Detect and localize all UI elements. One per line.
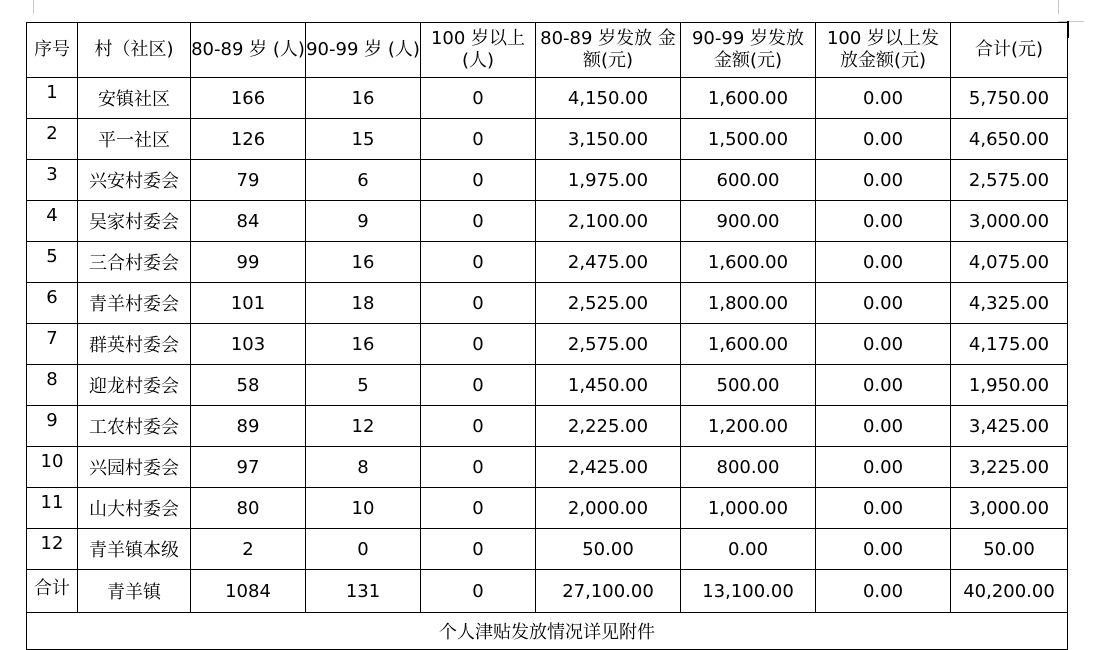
value-cell: 1,500.00 [681,119,816,160]
total-value-cell: 1084 [191,570,306,613]
value-cell: 0.00 [816,201,951,242]
value-cell: 1,450.00 [536,365,681,406]
header-cell: 合计(元) [951,23,1068,78]
row-index-cell: 5 [27,242,78,283]
value-cell: 5,750.00 [951,78,1068,119]
value-cell: 58 [191,365,306,406]
value-cell: 2,225.00 [536,406,681,447]
value-cell: 1,200.00 [681,406,816,447]
margin-guide-right [1058,0,1059,14]
value-cell: 1,975.00 [536,160,681,201]
value-cell: 0.00 [816,242,951,283]
value-cell: 0 [421,242,536,283]
table-header [27,23,1068,78]
value-cell: 3,225.00 [951,447,1068,488]
value-cell: 3,000.00 [951,488,1068,529]
row-index-cell: 11 [27,488,78,529]
value-cell: 1,950.00 [951,365,1068,406]
table-row [27,283,1068,324]
note-cell: 个人津贴发放情况详见附件 [27,613,1068,650]
table-row [27,406,1068,447]
table-row [27,119,1068,160]
community-name-cell: 迎龙村委会 [78,365,191,406]
value-cell: 50.00 [951,529,1068,570]
value-cell: 99 [191,242,306,283]
table-row [27,324,1068,365]
total-value-cell: 13,100.00 [681,570,816,613]
table-row [27,529,1068,570]
value-cell: 4,175.00 [951,324,1068,365]
value-cell: 79 [191,160,306,201]
header-cell: 80-89 岁 (人) [191,23,306,78]
value-cell: 0 [421,201,536,242]
value-cell: 4,650.00 [951,119,1068,160]
value-cell: 0 [306,529,421,570]
row-index-cell: 8 [27,365,78,406]
value-cell: 4,325.00 [951,283,1068,324]
row-index-cell: 10 [27,447,78,488]
value-cell: 126 [191,119,306,160]
community-name-cell: 兴安村委会 [78,160,191,201]
row-index-cell: 12 [27,529,78,570]
value-cell: 16 [306,324,421,365]
value-cell: 89 [191,406,306,447]
value-cell: 3,150.00 [536,119,681,160]
value-cell: 12 [306,406,421,447]
community-name-cell: 平一社区 [78,119,191,160]
row-index-cell: 4 [27,201,78,242]
value-cell: 0 [421,160,536,201]
community-name-cell: 吴家村委会 [78,201,191,242]
row-index-cell: 3 [27,160,78,201]
value-cell: 2 [191,529,306,570]
value-cell: 0.00 [816,406,951,447]
value-cell: 0.00 [816,324,951,365]
table-row [27,242,1068,283]
value-cell: 0 [421,488,536,529]
total-value-cell: 40,200.00 [951,570,1068,613]
value-cell: 16 [306,78,421,119]
value-cell: 4,150.00 [536,78,681,119]
total-value-cell: 0.00 [816,570,951,613]
value-cell: 16 [306,242,421,283]
value-cell: 0 [421,324,536,365]
value-cell: 2,575.00 [951,160,1068,201]
header-cell: 80-89 岁发放 金额(元) [536,23,681,78]
header-cell: 90-99 岁发放 金额(元) [681,23,816,78]
value-cell: 0 [421,365,536,406]
table-row [27,365,1068,406]
community-name-cell: 兴园村委会 [78,447,191,488]
value-cell: 3,000.00 [951,201,1068,242]
value-cell: 84 [191,201,306,242]
value-cell: 50.00 [536,529,681,570]
value-cell: 101 [191,283,306,324]
value-cell: 0 [421,529,536,570]
community-name-cell: 群英村委会 [78,324,191,365]
value-cell: 3,425.00 [951,406,1068,447]
header-cell: 90-99 岁 (人) [306,23,421,78]
value-cell: 0 [421,447,536,488]
community-name-cell: 山大村委会 [78,488,191,529]
value-cell: 1,800.00 [681,283,816,324]
value-cell: 800.00 [681,447,816,488]
value-cell: 1,600.00 [681,324,816,365]
value-cell: 0.00 [816,119,951,160]
value-cell: 18 [306,283,421,324]
community-name-cell: 三合村委会 [78,242,191,283]
note-row [27,613,1068,650]
value-cell: 166 [191,78,306,119]
value-cell: 1,600.00 [681,242,816,283]
value-cell: 97 [191,447,306,488]
value-cell: 2,425.00 [536,447,681,488]
value-cell: 2,525.00 [536,283,681,324]
table-row [27,447,1068,488]
row-index-cell: 6 [27,283,78,324]
value-cell: 103 [191,324,306,365]
margin-guide-left [33,0,34,14]
value-cell: 10 [306,488,421,529]
value-cell: 4,075.00 [951,242,1068,283]
table-row [27,488,1068,529]
value-cell: 0.00 [816,488,951,529]
total-value-cell: 27,100.00 [536,570,681,613]
value-cell: 0 [421,119,536,160]
value-cell: 0.00 [816,365,951,406]
value-cell: 2,000.00 [536,488,681,529]
value-cell: 500.00 [681,365,816,406]
value-cell: 8 [306,447,421,488]
table-body [27,78,1068,650]
total-row [27,570,1068,613]
value-cell: 2,475.00 [536,242,681,283]
community-name-cell: 青羊村委会 [78,283,191,324]
value-cell: 0.00 [816,447,951,488]
community-name-cell: 工农村委会 [78,406,191,447]
value-cell: 5 [306,365,421,406]
table-row [27,78,1068,119]
row-index-cell: 9 [27,406,78,447]
table-row [27,160,1068,201]
value-cell: 15 [306,119,421,160]
value-cell: 6 [306,160,421,201]
value-cell: 0.00 [816,529,951,570]
row-index-cell: 2 [27,119,78,160]
total-value-cell: 131 [306,570,421,613]
row-index-cell: 7 [27,324,78,365]
value-cell: 900.00 [681,201,816,242]
total-value-cell: 青羊镇 [78,570,191,613]
value-cell: 2,100.00 [536,201,681,242]
value-cell: 9 [306,201,421,242]
community-name-cell: 安镇社区 [78,78,191,119]
community-name-cell: 青羊镇本级 [78,529,191,570]
value-cell: 80 [191,488,306,529]
header-cell: 100 岁以上 (人) [421,23,536,78]
header-cell: 村（社区) [78,23,191,78]
value-cell: 1,000.00 [681,488,816,529]
row-index-cell: 1 [27,78,78,119]
value-cell: 0.00 [681,529,816,570]
header-row [27,23,1068,78]
value-cell: 0 [421,78,536,119]
value-cell: 0.00 [816,160,951,201]
header-cell: 100 岁以上发 放金额(元) [816,23,951,78]
value-cell: 0 [421,283,536,324]
total-label-cell: 合计 [27,570,78,613]
header-cell: 序号 [27,23,78,78]
table-row [27,201,1068,242]
value-cell: 2,575.00 [536,324,681,365]
value-cell: 1,600.00 [681,78,816,119]
value-cell: 0.00 [816,283,951,324]
subsidy-table [26,22,1068,650]
total-value-cell: 0 [421,570,536,613]
value-cell: 0.00 [816,78,951,119]
value-cell: 600.00 [681,160,816,201]
value-cell: 0 [421,406,536,447]
